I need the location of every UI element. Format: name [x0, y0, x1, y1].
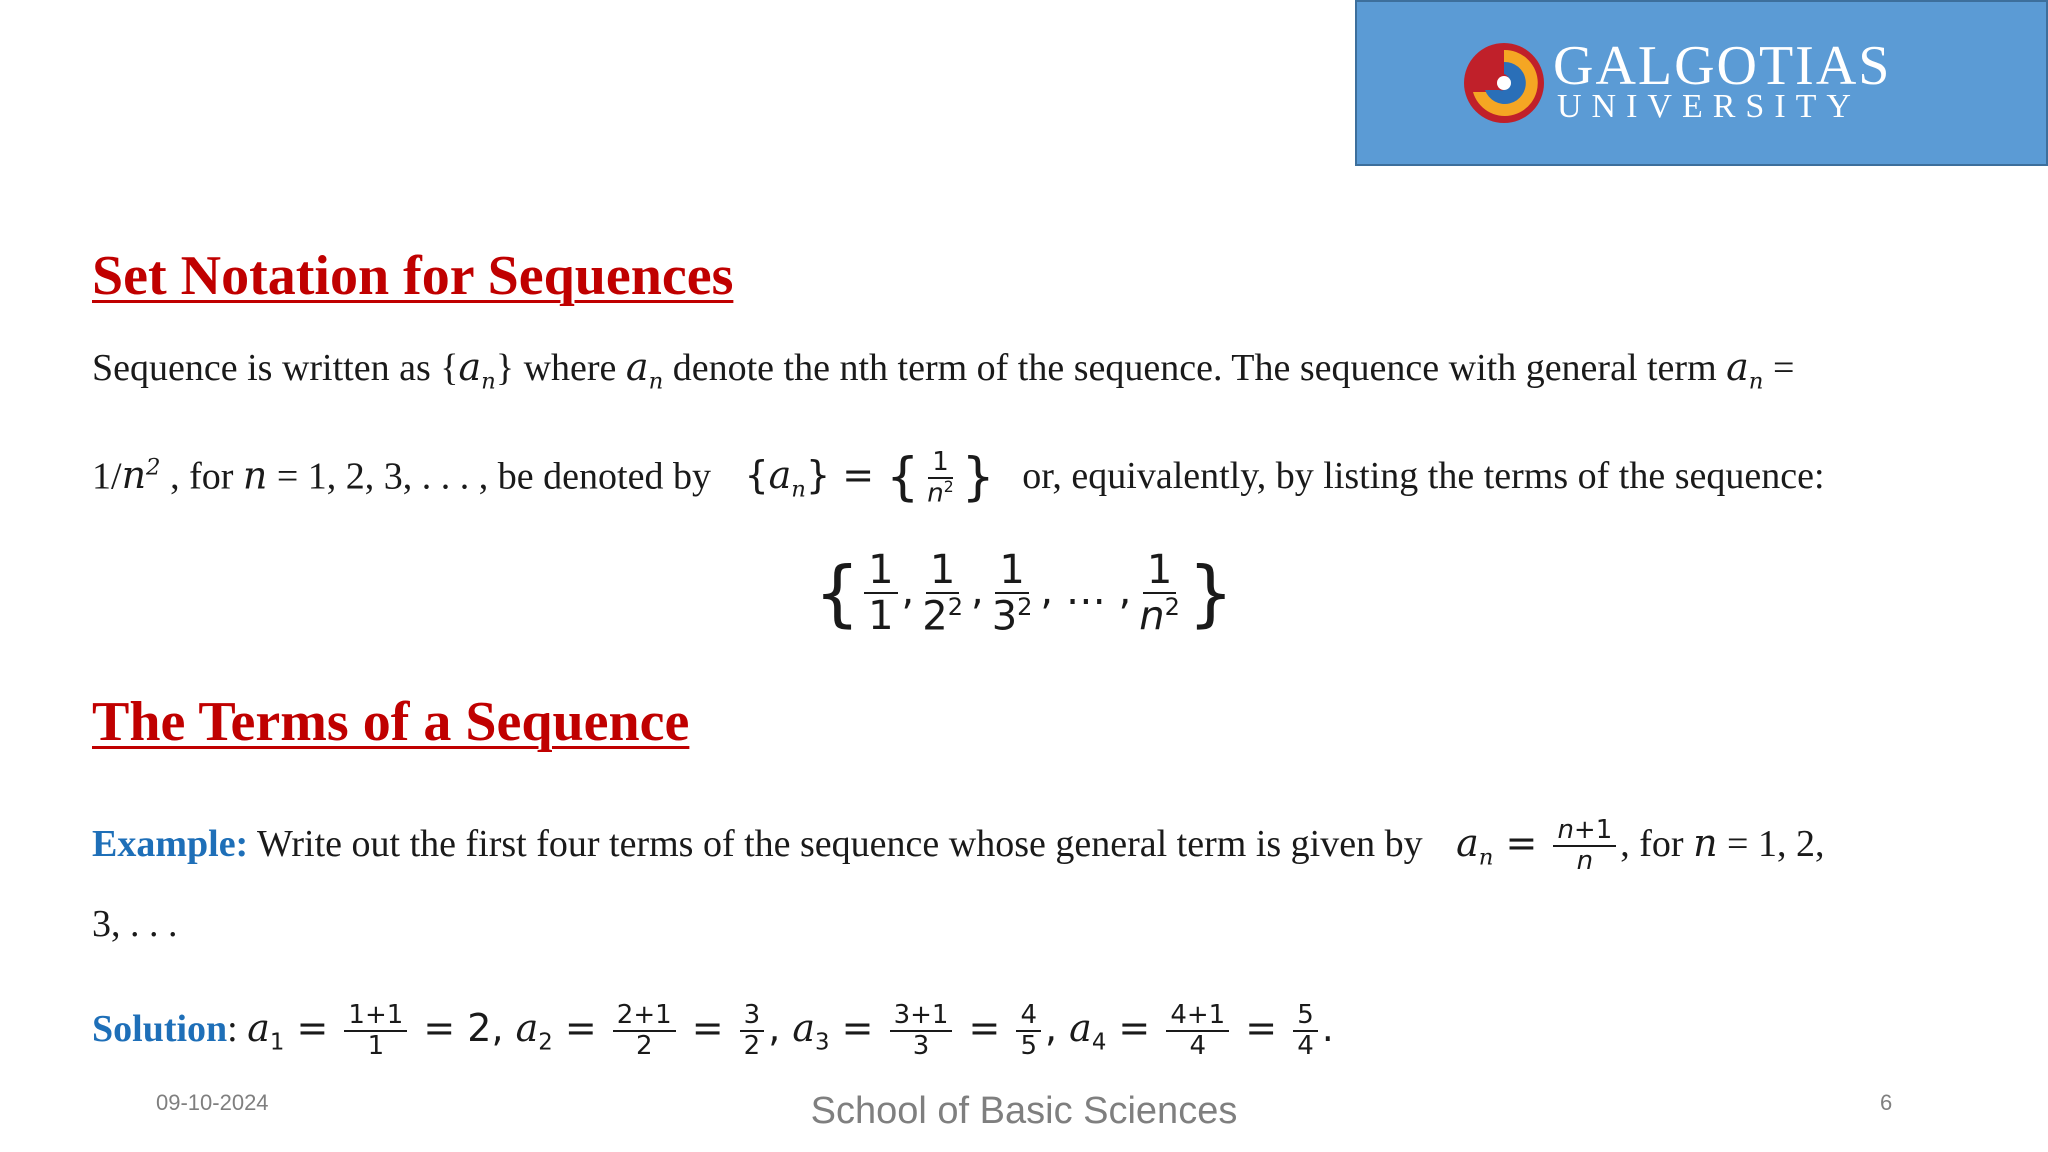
example-line — [92, 816, 1824, 875]
math-n: n — [1693, 821, 1718, 866]
paragraph-line-2 — [92, 448, 1825, 508]
text: or, equivalently, by listing the terms of the sequence: — [1022, 455, 1825, 498]
math-n-squared: $n^2$ — [121, 453, 161, 498]
text: , for — [1620, 823, 1694, 866]
text: } where — [495, 347, 626, 389]
text: = 1 — [267, 455, 327, 498]
paragraph-line-1 — [92, 345, 1795, 395]
set-notation-formula: $\{a_n\}$ = { $\frac{1}{n^2}$ } — [744, 447, 995, 509]
text: Write out the first four terms of the sequence whose general term is given by — [248, 823, 1423, 866]
text: 1/ — [92, 455, 122, 498]
general-term-formula: $a_n$ = $\frac{n+1}{n}$ — [1456, 821, 1620, 865]
text: , for — [160, 455, 243, 498]
logo-text-galgotias: GALGOTIAS — [1553, 35, 1892, 97]
math-a-n: $a_n$ — [625, 345, 664, 395]
solution-label: Solution — [92, 1008, 228, 1051]
example-label: Example: — [92, 823, 249, 866]
galgotias-swirl-icon — [1461, 40, 1547, 126]
heading-set-notation: Set Notation for Sequences — [92, 245, 734, 307]
heading-terms-of-sequence: The Terms of a Sequence — [92, 691, 690, 753]
math-a-n: $a_n$ — [458, 345, 496, 395]
math-n: n — [242, 453, 268, 498]
text: , 2, 3, . . . , be denoted by — [326, 455, 711, 498]
solution-formula: $a_1$ = $\frac{1+1}{1}$ = 2, $a_2$ = $\frac{2+1}{2}$ = $\frac{3}{2}$ , $a_3$ = $\frac{3+1}{3}$ = $\frac{4}{5}$ , $a_4$ = $\frac{4+1}{4}$ = $\frac{5}{4}$ . — [247, 1000, 1334, 1061]
university-logo — [1355, 0, 2048, 166]
logo-text-university: UNIVERSITY — [1557, 88, 1861, 125]
footer-date: 09-10-2024 — [156, 1090, 269, 1115]
footer-page-number: 6 — [1880, 1090, 1893, 1115]
text: = — [1763, 347, 1795, 389]
sequence-listing: { $\frac{1}{1}$ , $\frac{1}{2^2}$ , $\frac{1}{3^2}$ , … , $\frac{1}{n^2}$ } — [814, 547, 1234, 640]
math-a-n: $a_n$ — [1726, 345, 1764, 395]
footer-school-name: School of Basic Sciences — [810, 1090, 1238, 1132]
example-continuation: 3, . . . — [92, 903, 178, 945]
solution-line: Solution: $a_1$ = $\frac{1+1}{1}$ = 2, $a_2$ = $\frac{2+1}{2}$ = $\frac{3}{2}$ , $a_3$ = $\frac{3+1}{3}$ = $\frac{4}{5}$ , $a_4$ = $\frac{4+1}{4}$ = $\frac{5}{4}$ . — [92, 1000, 1334, 1061]
text: denote the nth term of the sequence. The sequence with general term — [663, 347, 1727, 389]
text: = 1, 2, — [1717, 823, 1825, 866]
text: Sequence is written as { — [92, 347, 459, 389]
